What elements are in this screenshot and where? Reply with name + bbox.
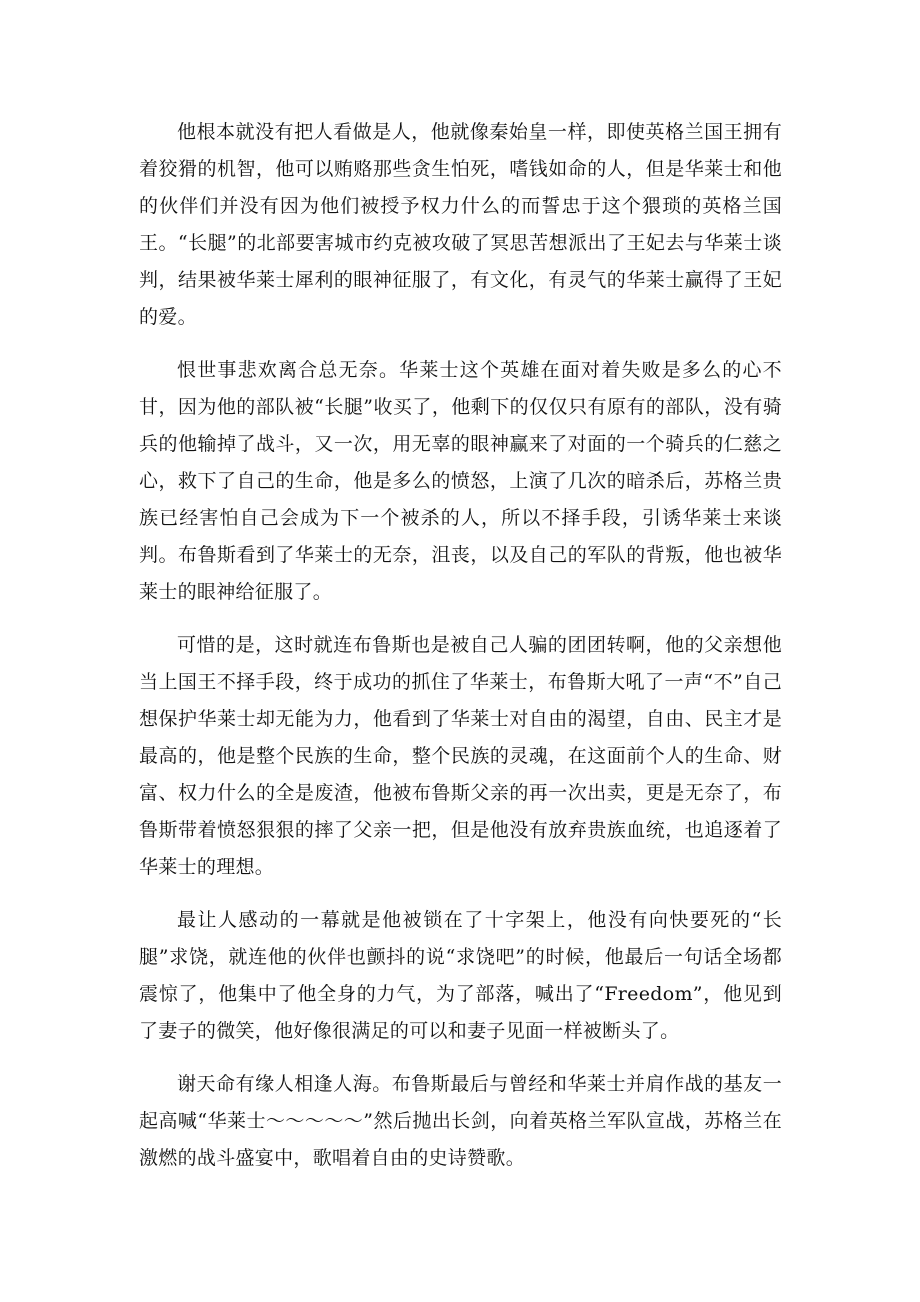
paragraph-3: 可惜的是，这时就连布鲁斯也是被自己人骗的团团转啊，他的父亲想他当上国王不择手段，终于成功的抓住了华莱士，布鲁斯大吼了一声“不”自己想保护华莱士却无能为力，他看到了华莱士对自由的渴望，自由、民主才是最高的，他是整个民族的生命，整个民族的灵魂，在这面前个人的生命、财富、权力什么的全是废渣，他被布鲁斯父亲的再一次出卖，更是无奈了，布鲁斯带着愤怒狠狠的摔了父亲一把，但是他没有放弃贵族血统，也追逐着了华莱士的理想。 [139,634,782,878]
paragraph-5: 谢天命有缘人相逢人海。布鲁斯最后与曾经和华莱士并肩作战的基友一起高喊“华莱士～～～～～”然后抛出长剑，向着英格兰军队宣战，苏格兰在激燃的战斗盛宴中，歌唱着自由的史诗赞歌。 [139,1073,782,1169]
paragraph-4: 最让人感动的一幕就是他被锁在了十字架上，他没有向快要死的“长腿”求饶，就连他的伙伴也颤抖的说“求饶吧”的时候，他最后一句话全场都震惊了，他集中了他全身的力气，为了部落，喊出了“Freedom”，他见到了妻子的微笑，他好像很满足的可以和妻子见面一样被断头了。 [139,909,782,1042]
document-page [139,114,782,1193]
paragraph-1: 他根本就没有把人看做是人，他就像秦始皇一样，即使英格兰国王拥有着狡猾的机智，他可以贿赂那些贪生怕死，嗜钱如命的人，但是华莱士和他的伙伴们并没有因为他们被授予权力什么的而誓忠于这个猥琐的英格兰国王。“长腿”的北部要害城市约克被攻破了冥思苦想派出了王妃去与华莱士谈判，结果被华莱士犀利的眼神征服了，有文化，有灵气的华莱士赢得了王妃的爱。 [139,121,782,328]
paragraph-2: 恨世事悲欢离合总无奈。华莱士这个英雄在面对着失败是多么的心不甘，因为他的部队被“长腿”收买了，他剩下的仅仅只有原有的部队，没有骑兵的他输掉了战斗，又一次，用无辜的眼神赢来了对面的一个骑兵的仁慈之心，救下了自己的生命，他是多么的愤怒，上演了几次的暗杀后，苏格兰贵族已经害怕自己会成为下一个被杀的人，所以不择手段，引诱华莱士来谈判。布鲁斯看到了华莱士的无奈，沮丧，以及自己的军队的背叛，他也被华莱士的眼神给征服了。 [139,359,782,603]
